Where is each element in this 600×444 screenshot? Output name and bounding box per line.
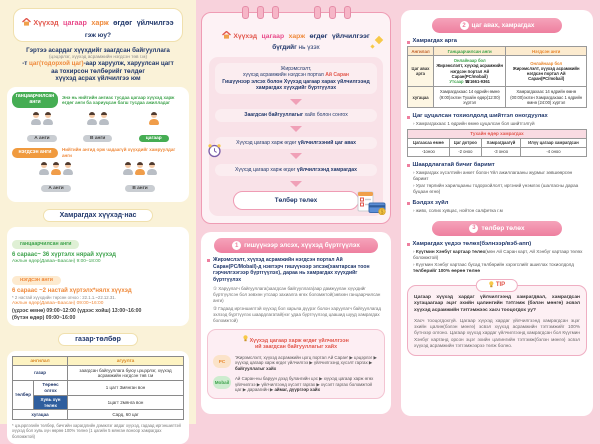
united-class-groups	[14, 162, 182, 194]
method-col-header: Ганцаарчилсан анги	[434, 47, 506, 56]
kids-group-label: А анги	[41, 185, 70, 192]
process-flow	[209, 57, 383, 216]
intro-line: хүүхэд асрах үйлчилгээ юм	[55, 74, 141, 82]
section-1-banner	[214, 238, 378, 253]
kid-figure	[63, 162, 73, 176]
section-2-number: 2	[460, 21, 469, 30]
left-column	[0, 0, 196, 439]
section-1-title: гишүүнээр элсэх, хүүхэд бүртгүүлэх	[244, 242, 360, 249]
tip-question: Цагаар хүүхэд хардаг үйлчилгээнд хамрагдвал, хамрагдсан хугацаагаар эцэг эхийн цалингийн тэтгэмж (бэлэн мөнгө) эсвэл хүүхэд асрамжийн тэтгэмжээс хасч тооцогдох уу?	[414, 294, 580, 313]
right-column	[396, 0, 600, 424]
payment-item: › Күүгмин Хэнбүг картаар төлөх(мөн Ай Саран карт, Ай Хэнбүг картаар төлөх боломжтой)	[413, 248, 583, 260]
method-col-header: Нэгдсэн анги	[506, 47, 587, 56]
section-2-title: цаг авах, хамрагдах	[471, 22, 535, 29]
ages-individual-hours: Ажлын өдөр(Даваа–Баасан) 9:00–18:00	[12, 259, 101, 265]
chevron-down-icon	[290, 126, 302, 132]
penalty-col-header: Цагаасаа өмнө	[408, 138, 450, 147]
kids-group	[83, 112, 112, 144]
section-1-subitem: ① Харуулагч байгууллага(заагдсан байгууллага)аар дамжуулан хүүхдийг бүртгүүлсэн бол зөвхөн утсаар захиалга өгөх боломжтой(зөвхөн ганцаарчилсан анги)	[213, 285, 381, 303]
intro-subline: (цэцэрлэг, хүүхэд асрамжийн нэгдсэн төв г.м)	[48, 54, 148, 60]
process-step-attend: Хүүхэд цагаар харж өгдөг үйлчилгээнд хамрагдах	[215, 164, 377, 176]
process-step-register: Жирэмслэлт, хүүхэд асрамжийн нэгдсэн портал Ай Саран Гишүүнээр элсэх болон Хүүхэд цагаар харах үйлчилгээнд хамрагдах хүүхдийг бүртгүүлэх	[215, 63, 377, 94]
process-step-pay: Төлбөр төлөх	[233, 191, 359, 210]
fees-row-value: 1 цагт 3мянган вон	[68, 380, 184, 395]
page-title-line1: Хүүхэд цагаар харж өгдөг үйлчилгээ	[18, 12, 178, 31]
ages-individual-range: 6 сараас~ 36 хүртэлх нярай хүүхэд	[12, 252, 116, 259]
pc-label: PC	[213, 355, 231, 368]
kid-figure	[149, 112, 159, 126]
payment-item: › Күүгмин Хэнбүг картаас бусад төлбөрийн хэрэгслийг ашиглах тохиолдолд төлбөрийг 100% өөрөө төлнө	[413, 261, 574, 273]
kid-figure	[147, 162, 157, 176]
bullet-icon	[407, 202, 410, 205]
kids-group-label: цагаар	[139, 135, 169, 142]
united-class-note: Нийтийн ангид орж чадаагүй хүүхдийг хамруулдаг анги	[62, 147, 176, 158]
documents-item: › Хамрагдах хүсэлтийн анкет болон Үйл ажиллагааны журмыг зөвшөөрсөн баримт	[413, 169, 573, 181]
section-1-number: 1	[232, 241, 241, 250]
process-title: Хүүхэд цагаар харж өгдөг үйлчилгээг бүгдийг нь үзэх	[209, 24, 383, 52]
fees-row-value: Сард, 60 цаг	[68, 410, 184, 419]
fees-row-label: газар	[13, 366, 68, 381]
fees-col-header: агуулга	[68, 357, 184, 366]
fees-card	[7, 351, 189, 444]
tip-answer: Хасч тооцогдохгүй. Цагаар хүүхэд хардаг үйлчилгээнд хамрагдсан эцэг эхийн цалин(бэлэн мөнгө) эсвэл хүүхэд асрамжийн тэтгэмжийг 100% бүтнээр олгоно. Цагаар хүүхэд хардаг үйлчилгээнд хамрагдсан бол Күүгмин Хэнбүг картанд орсон эцэг эхийн цалингийн тэтгэмж(бэлэн мөнгө) эсвэл хүүхэд асрамжийн тэтгэмжээрээ төлж болно.	[414, 317, 580, 348]
ages-united-detail: (бүтэн өдөр) 09:00~16:00	[12, 315, 76, 322]
page-title-line2: гэж юу?	[84, 32, 112, 39]
intro-text	[7, 47, 189, 82]
section-2-banner	[432, 18, 562, 33]
penalty-heading: Цаг цуцалсан тохиолдолд шийтгэл оногдуулах	[407, 113, 587, 119]
section-2-3-card	[401, 10, 593, 416]
binder-rings-icon	[202, 6, 390, 19]
fees-table	[12, 356, 184, 420]
bullet-icon	[407, 164, 410, 167]
fees-row-value: заагдсан байгууллага буюу цэцэрлэг, хүүхэд асрамжийн нэгдсэн төв г.м	[68, 366, 184, 381]
method-cell: Хамрагдахаас 14 өдрийн өмнө (9:00)эхлэн Тухайн өдөр(12:00) хүртэл	[434, 87, 506, 108]
method-row-label: хугацаа	[408, 87, 434, 108]
search-pc-path: 'Жирэмслэлт, хүүхэд асрамжийн цогц портал Ай Саран' ▶ цэцэрлэг ▶ хүүхэд цагаар харж өгдөг үйлчилгээ ▶ үйлчилгээнд хүсэлт гаргах ▶ байгууллагыг хайх	[235, 354, 377, 372]
individual-class-groups	[14, 112, 182, 144]
payment-heading: Хамрагдах үедээ төлөх(бэлнээр/вэб-апп)	[407, 241, 587, 247]
ages-united-note: * 2 настай хүүхдийн төрсөн огноо : 22.1.1.~22.12.31.	[12, 295, 116, 301]
intro-line: -т цаг(тодорхой цаг)-аар харуулж, харуулсан цагт	[22, 60, 174, 68]
penalty-span-header: Тухайн өдөр хамрагдах	[408, 129, 587, 138]
section-3-title: төлбөр төлөх	[481, 224, 525, 232]
kids-group-label: В анги	[83, 135, 112, 142]
method-table	[407, 46, 587, 108]
fees-row-label: хугацаа	[13, 410, 68, 419]
house-icon	[22, 13, 31, 31]
penalty-table	[407, 129, 587, 157]
chevron-down-icon	[290, 181, 302, 187]
svg-text:$: $	[380, 209, 384, 215]
kids-group-label: В анги	[125, 185, 154, 192]
middle-column	[196, 0, 396, 424]
individual-class-row	[12, 92, 184, 108]
individual-class-badge: ганцаарчилсан анги	[12, 92, 58, 108]
penalty-value: -4 оноо	[520, 147, 586, 156]
kid-figure	[39, 162, 49, 176]
kid-figure	[99, 112, 109, 126]
method-cell: Онлайнаар бол Жирэмслэлт, хүүхэд асрамжийн нэгдсэн портал Ай Саран(PC/mobail)	[506, 56, 587, 87]
method-col-header: Ангилал	[408, 47, 434, 56]
process-title-line2: бүгдийг нь үзэх	[272, 44, 320, 52]
fees-sub-label-self: Хувь хүн төлөх	[34, 395, 68, 410]
bullet-icon	[207, 259, 210, 262]
process-notebook-card	[201, 12, 391, 224]
payment-illustration-icon	[357, 191, 387, 220]
documents-item: › Ураг төрлийн харилцааны тодорхойлолт, иргэний үнэмлэх (шалгасны дараа буцаан өгнө)	[413, 182, 579, 194]
section-1-card	[201, 232, 391, 414]
class-diagram-card	[7, 87, 189, 202]
lightbulb-icon	[489, 281, 494, 290]
section-ages-header: Хамрагдах хүүхэд·нас	[43, 209, 154, 222]
fees-row-value: 1цагт 2мянга вон	[68, 395, 184, 410]
section-3-number: 3	[469, 224, 478, 233]
process-step-search: Заагдсан байгууллагыг хайх болон сонгох	[215, 109, 377, 121]
section-1-main-bullet: Жирэмслэлт, хүүхэд асрамжийн нэгдсэн портал Ай Саран(PC/Mobail)-д нэвтэрч гишүүнээр элсэж(хамтарсан тоон гэрчилгээгээр бүртгүүлэх), дараа нь хамрагдах хүүхдийг бүртгүүлэх	[207, 257, 385, 283]
united-class-badge: нэгдсэн анги	[12, 148, 58, 158]
kid-figure	[123, 162, 133, 176]
penalty-col-header: Хамрагдаагүй	[482, 138, 521, 147]
tip-pill: TIP	[476, 279, 518, 292]
penalty-col-header: Цаг дотроо	[449, 138, 481, 147]
penalty-value: -3 оноо	[482, 147, 521, 156]
ages-united-range: 6 сараас ~2 настай хүртэлх*нялх хүүхэд	[12, 288, 132, 295]
documents-heading: Шаардлагатай бичиг баримт	[407, 162, 587, 168]
section-1-subitem: ② Гадаад иргэншилтэй хүүхэд бол харьяа дүүрэг болон харуулагч байгууллагад эхлээд бүртгүүлэх шаардлагатай(нэг удаа бүртгүүлээд цаашид шууд хамрагдах боломжтой)	[213, 305, 382, 323]
kid-figure	[31, 112, 41, 126]
fees-footnote: * цэцэрлэгийн төлбөр, бичгийн харагдлийн дэмжлэг авдаг хүүхэд, гадаад иргэншилтэй хүүхэд бол хувь хүн өөрөө 100% төлнө (1 цагийн 5 мянган воноор хамрагдах боломжтой)	[12, 422, 181, 439]
kids-group	[27, 112, 56, 144]
method-row-label: Цаг авах арга	[408, 56, 434, 87]
ages-card	[7, 227, 189, 326]
method-cell: Хамрагдахаас 14 өдрийн өмнө (00:00)эхлэн Хамрагдахаас 1 өдрийн өмнө (24:00) хүртэл	[506, 87, 587, 108]
prepare-item: › живх, солих хувцас, нойтон салфетка г.м	[413, 207, 503, 213]
united-class-row	[12, 147, 184, 158]
kids-group	[122, 162, 158, 194]
intro-line: аа тохирсон төлбөрийг төлдөг	[51, 67, 145, 75]
ages-individual-pill: ганцаарчилсан анги	[12, 240, 79, 249]
penalty-value: -1оноо	[408, 147, 450, 156]
chevron-down-icon	[290, 99, 302, 105]
page-title	[13, 8, 183, 42]
house-icon	[222, 25, 231, 44]
penalty-col-header: Илүү цагаар хамрагдсан	[520, 138, 586, 147]
ages-united-hours: Ажлын өдөр(Даваа–Баасан) 09:00~16:00	[12, 301, 104, 307]
individual-class-note: Энэ нь нийтийн ангиас тусдаа цагаар хүүхэд харж өгдөг анги ба хариуцсан багш тусдаа ажилладаг	[62, 94, 175, 106]
search-pc-row	[213, 355, 379, 372]
bullet-icon	[407, 116, 410, 119]
ages-united-detail: (үдээс өмнө) 09:00~12:00 (үдээс хойш) 13:00~16:00	[12, 307, 142, 314]
mobile-label: Mobail	[213, 376, 231, 389]
facility-search-title: Хүүхэд цагаар харж өгдөг үйлчилгээн ий заагдсан байгууллагыг хайх	[213, 335, 379, 351]
fees-sub-label: Төрөөс олгох	[34, 380, 68, 395]
kids-group	[139, 112, 169, 144]
bullet-icon	[407, 41, 410, 44]
lightbulb-icon	[243, 338, 248, 344]
kids-group	[38, 162, 74, 194]
alarm-clock-icon	[207, 143, 222, 163]
search-mobile-row	[213, 376, 379, 393]
search-mobile-path: Ай Саран-ны баруун дээд булангийн цэс ▶ хүүхэд цагаар харж өгөх үйлчилгээ ▶ үйлчилгээнд хүсэлт гаргах ▶ хүсэлт гаргах боломжтой цаг ▶ дараагийн ▶ аймаг, дүүргээр хайх	[235, 375, 374, 393]
chevron-down-icon	[290, 153, 302, 159]
bullet-icon	[407, 243, 410, 246]
method-heading: Хамрагдах арга	[407, 38, 587, 44]
kid-figure	[135, 162, 145, 176]
kid-figure	[51, 162, 61, 176]
ages-united-pill: нэгдсэн анги	[12, 276, 61, 285]
method-cell: Онлайнаар бол Жирэмслэлт, хүүхэд асрамжийн нэгдсэн портал Ай Саран(PC/mobail) Утсаар ☎1661-9361	[434, 56, 506, 87]
intro-line: Гэртээ асардаг хүүхдийг заагдсан байгууллага	[26, 47, 170, 54]
fees-col-header: ангилал	[13, 357, 68, 366]
kid-figure	[43, 112, 53, 126]
tip-box	[407, 282, 587, 357]
section-3-banner	[432, 221, 562, 236]
kids-group-label: А анги	[27, 135, 56, 142]
prepare-heading: Бэлдэх зүйл	[407, 200, 587, 206]
penalty-value: -2 оноо	[449, 147, 481, 156]
kid-figure	[87, 112, 97, 126]
penalty-note: › Хамрагдахаас 1 өдрийн өмнө цуцалсан бол шийтгэлгүй	[413, 121, 535, 126]
section-fees-header: газар·төлбөр	[58, 333, 138, 346]
fees-row-label: төлбөр	[13, 380, 34, 410]
process-step-book: Хүүхэд цагаар харж өгдөг үйлчилгээний цаг авах	[215, 137, 377, 149]
facility-search-box	[207, 329, 385, 400]
